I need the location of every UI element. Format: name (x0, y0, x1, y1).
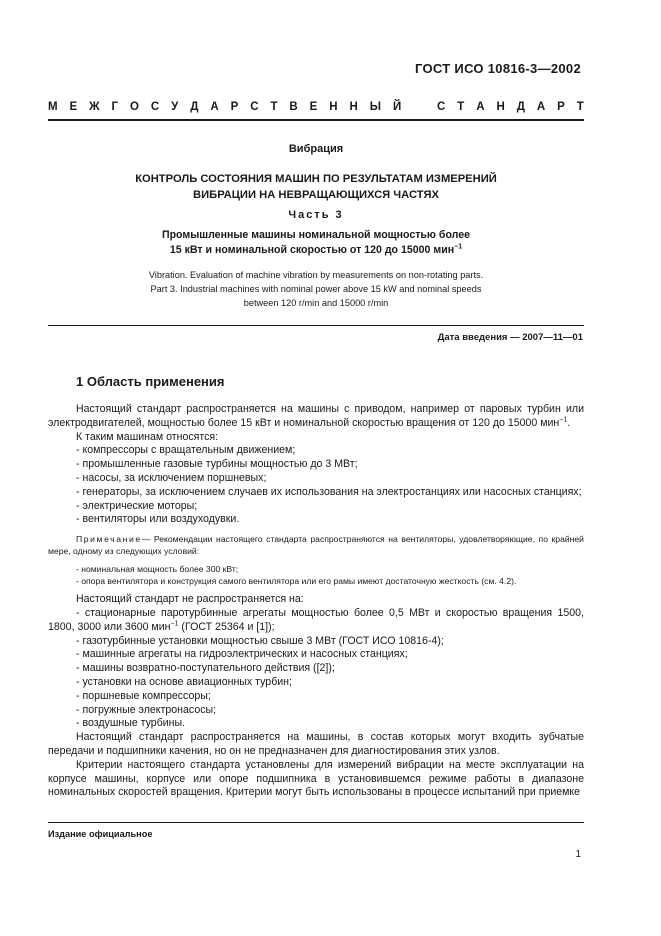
banner-letter: С (150, 101, 160, 113)
english-title-line3: between 120 r/min and 15000 r/min (243, 298, 389, 308)
section-body (48, 403, 584, 800)
banner-letter: М (48, 101, 58, 113)
exclusions-list (48, 635, 584, 732)
banner-letter: Ы (369, 101, 382, 113)
list-item: - машины возвратно-поступательного действия ([2]); (76, 662, 335, 675)
part-label: Часть 3 (288, 209, 344, 221)
edition-label: Издание официальное (48, 829, 153, 839)
list-item: - опора вентилятора и конструкция самого вентилятора или его рамы имеют достаточную жесткость (см. 4.2). (76, 576, 517, 587)
banner-letter: Г (111, 101, 119, 113)
english-title-line1: Vibration. Evaluation of machine vibration by measurements on non-rotating parts. (148, 270, 484, 280)
list-item: - установки на основе авиационных турбин; (76, 675, 292, 688)
list-item: - воздушные турбины. (76, 717, 186, 730)
list-item: - вентиляторы или воздуходувки. (76, 513, 240, 526)
list-item: - насосы, за исключением поршневых; (76, 471, 267, 484)
note-list (48, 563, 584, 587)
note-label: Примечание (76, 534, 142, 545)
banner-letter: Н (496, 101, 505, 113)
banner-letter: Т (270, 101, 278, 113)
note: Примечание— Рекомендации настоящего стандарта распространяются на вентиляторы, удовлетворяющие, по крайней мере, одному из следующих условий: (48, 534, 584, 557)
banner-letter: Й (392, 101, 402, 113)
list-item: - поршневые компрессоры; (76, 689, 211, 702)
paragraph-criteria: Критерии настоящего стандарта установлены для измерений вибрации на месте эксплуатации на корпусе машины, корпусе или опоре подшипника в установившемся режиме работы в диапазоне номинальных скоростей вращения. Критерии могут быть использованы в процессе испытаний при приемке (48, 758, 584, 799)
list-item: - промышленные газовые турбины мощностью до 3 МВт; (76, 458, 358, 471)
list-item: - машинные агрегаты на гидроэлектрических и насосных станциях; (76, 648, 408, 661)
paragraph-scope: Настоящий стандарт распространяется на машины с приводом, например от паровых турбин или электродвигателей, мощностью более 15 кВт и номинальной скоростью вращения от 120 до 15000 мин$^{-1}$. (48, 403, 584, 429)
main-title-line2: ВИБРАЦИИ НА НЕВРАЩАЮЩИХСЯ ЧАСТЯХ (193, 189, 439, 201)
section-heading: 1 Область применения (76, 374, 225, 389)
banner-letter: Р (557, 101, 565, 113)
gost-code: ГОСТ ИСО 10816-3—2002 (415, 61, 581, 76)
banner-letter: А (210, 101, 219, 113)
english-title-line2: Part 3. Industrial machines with nominal power above 15 kW and nominal speeds (150, 284, 482, 294)
list-item: - номинальная мощность более 300 кВт; (76, 564, 239, 575)
banner-letter: Р (230, 101, 239, 113)
paragraph-gears: Настоящий стандарт распространяется на машины, в состав которых могут входить зубчатые передачи и подшипники качения, но он не предназначен для диагностирования этих узлов. (48, 731, 584, 757)
banner-letter: Т (457, 101, 465, 113)
main-title-line1: КОНТРОЛЬ СОСТОЯНИЯ МАШИН ПО РЕЗУЛЬТАТАМ ИЗМЕРЕНИЙ (135, 173, 497, 185)
footer-rule (48, 822, 584, 823)
list-item: - электрические моторы; (76, 499, 198, 512)
machines-list (48, 444, 584, 527)
english-title (48, 268, 584, 310)
date-rule (48, 325, 584, 326)
list-item: - погружные электронасосы; (76, 703, 217, 716)
banner-letter: Е (309, 101, 318, 113)
banner-letter: С (437, 101, 446, 113)
paragraph-exclusions-intro: Настоящий стандарт не распространяется на: (76, 593, 304, 606)
banner-letter: С (250, 101, 259, 113)
main-title (48, 171, 584, 203)
subtitle (48, 228, 584, 258)
subtitle-exponent: −1 (454, 243, 463, 251)
banner-letter: Ж (89, 101, 100, 113)
page-number: 1 (575, 849, 581, 860)
banner-letter: Д (190, 101, 199, 113)
paragraph-machines-intro: К таким машинам относятся: (76, 430, 219, 443)
banner-letter: Н (329, 101, 338, 113)
banner-letter: А (476, 101, 485, 113)
subtitle-line2: 15 кВт и номинальной скоростью от 120 до 15000 мин$^{-1}$ (169, 243, 463, 256)
banner-letter: Е (69, 101, 78, 113)
introduction-date: Дата введения — 2007—11—01 (437, 332, 583, 343)
banner-letter: У (171, 101, 179, 113)
banner-letter: Д (516, 101, 525, 113)
topic-title: Вибрация (288, 143, 344, 155)
banner-letter: О (129, 101, 139, 113)
list-item: - газотурбинные установки мощностью свыше 3 МВт (ГОСТ ИСО 10816-4); (76, 634, 444, 647)
banner-letter: Н (349, 101, 358, 113)
banner-rule (48, 119, 584, 121)
banner-letter: А (536, 101, 546, 113)
banner-letter: В (289, 101, 298, 113)
list-item: - генераторы, за исключением случаев их использования на электростанциях или насосных станциях; (76, 485, 582, 498)
list-item: - компрессоры с вращательным движением; (76, 444, 296, 457)
subtitle-line1: Промышленные машины номинальной мощностью более (161, 229, 471, 241)
standard-banner (48, 101, 584, 113)
list-item: - стационарные паротурбинные агрегаты мощностью более 0,5 МВт и скоростью вращения 1500, 1800, 3000 или 3600 мин$^{-1}$ (ГОСТ 25364 и [1]); (48, 606, 584, 633)
banner-letter: Т (576, 101, 584, 113)
